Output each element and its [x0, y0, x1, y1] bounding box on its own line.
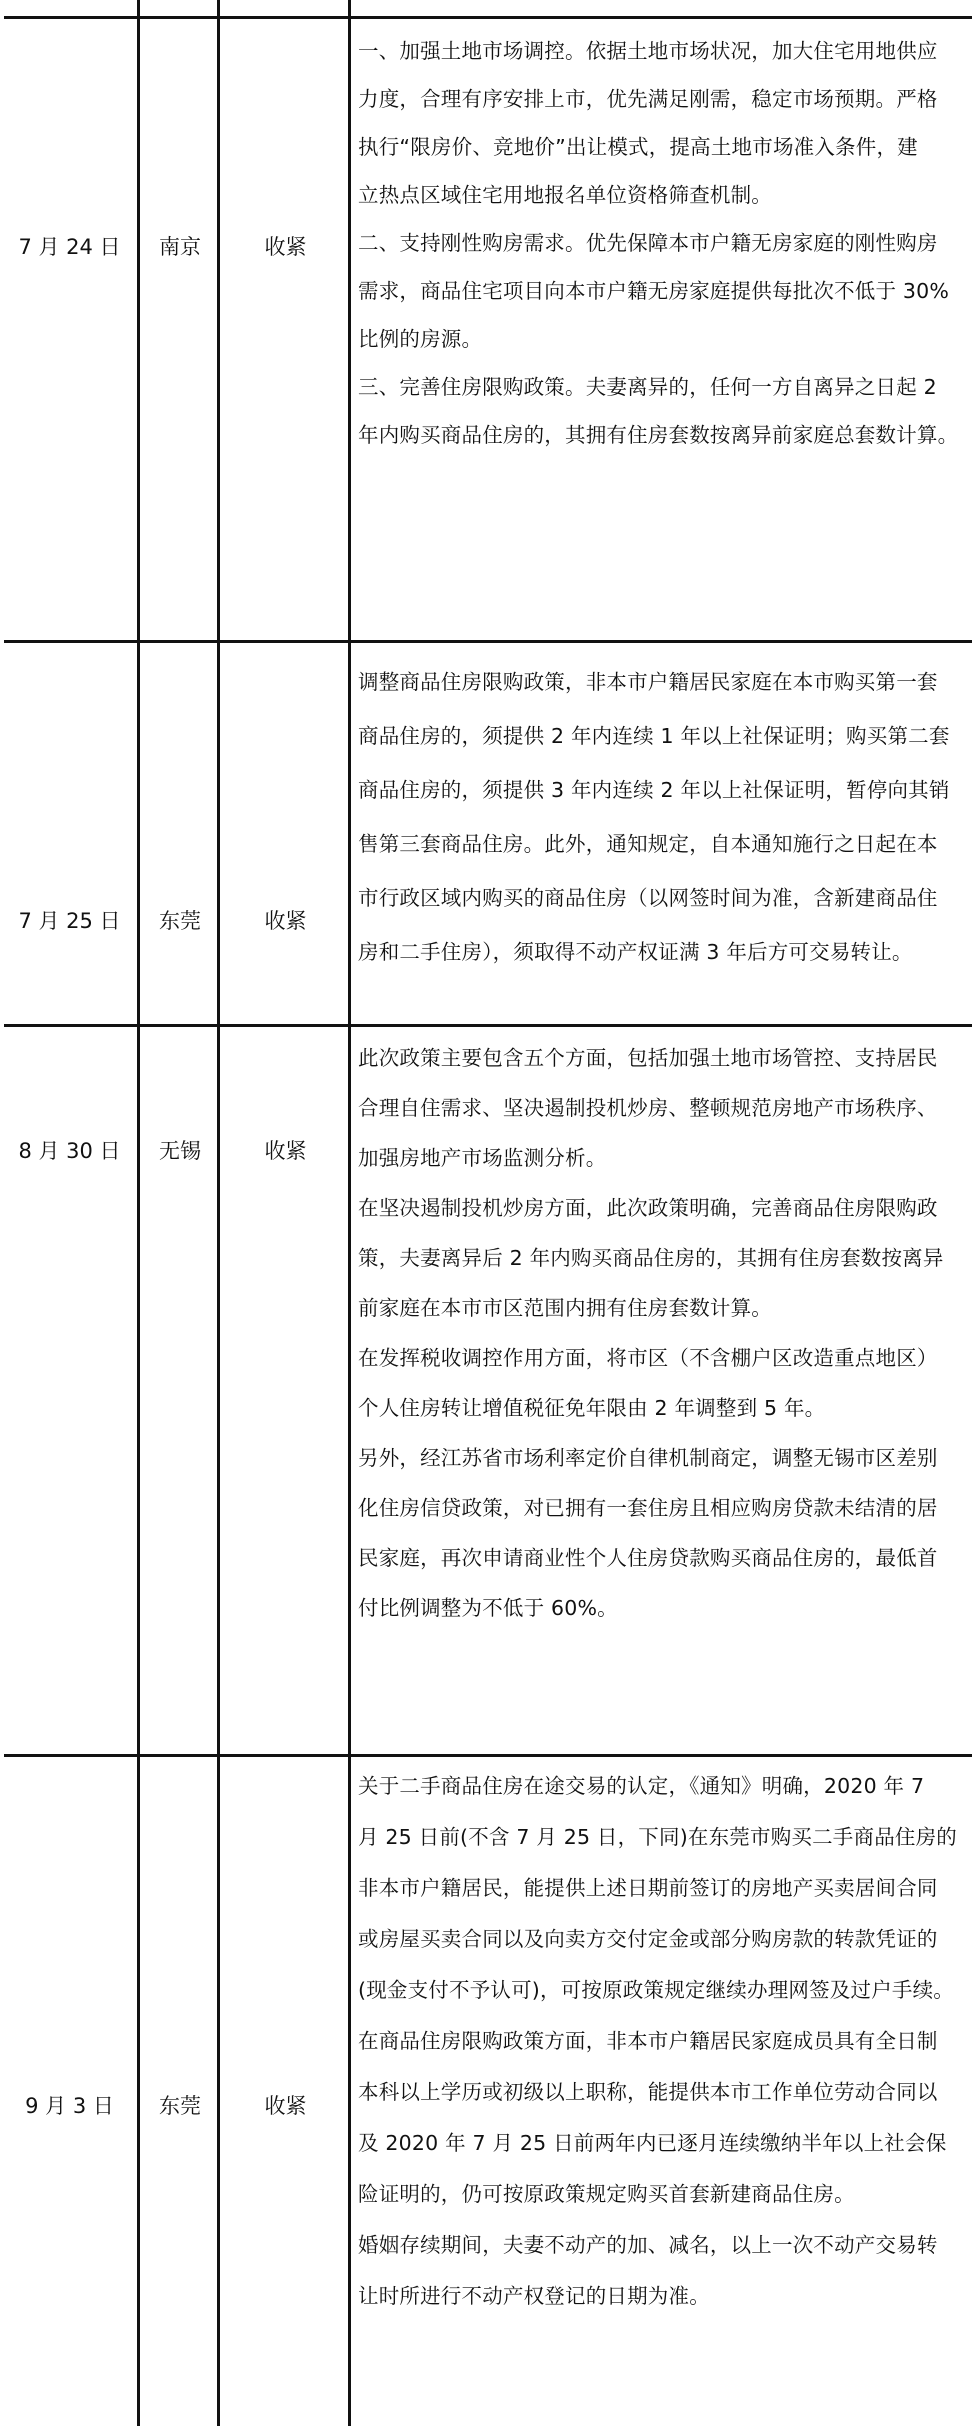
policy-text-line: 力度，合理有序安排上市，优先满足刚需，稳定市场预期。严格 [358, 87, 938, 111]
policy-text-line: 化住房信贷政策，对已拥有一套住房且相应购房贷款未结清的居 [358, 1496, 938, 1520]
table-row [0, 643, 972, 1024]
date-cell: 9 月 3 日 [25, 2094, 114, 2118]
policy-text-line: 二、支持刚性购房需求。优先保障本市户籍无房家庭的刚性购房 [358, 231, 938, 255]
policy-text-line: 前家庭在本市市区范围内拥有住房套数计算。 [358, 1296, 772, 1320]
policy-text-line: 婚姻存续期间，夫妻不动产的加、减名，以上一次不动产交易转 [358, 2233, 938, 2257]
policy-text-line: 执行“限房价、竞地价”出让模式，提高土地市场准入条件，建 [358, 135, 918, 159]
policy-text-line: 或房屋买卖合同以及向卖方交付定金或部分购房款的转款凭证的 [358, 1927, 938, 1951]
policy-text-line: 调整商品住房限购政策，非本市户籍居民家庭在本市购买第一套 [358, 670, 938, 694]
city-cell: 东莞 [159, 2094, 201, 2118]
table-row [0, 1757, 972, 2426]
policy-text-line: 商品住房的，须提供 3 年内连续 2 年以上社保证明，暂停向其销 [358, 778, 950, 802]
policy-text-line: 市行政区域内购买的商品住房（以网签时间为准，含新建商品住 [358, 886, 938, 910]
policy-text-line: 险证明的，仍可按原政策规定购买首套新建商品住房。 [358, 2182, 855, 2206]
policy-text-line: 三、完善住房限购政策。夫妻离异的，任何一方自离异之日起 2 [358, 375, 937, 399]
city-cell: 无锡 [159, 1139, 201, 1163]
direction-cell: 收紧 [264, 2094, 307, 2118]
city-cell: 东莞 [159, 909, 201, 933]
policy-text-line: 在商品住房限购政策方面，非本市户籍居民家庭成员具有全日制 [358, 2029, 938, 2053]
policy-text-line: 本科以上学历或初级以上职称，能提供本市工作单位劳动合同以 [358, 2080, 938, 2104]
policy-text-line: 此次政策主要包含五个方面，包括加强土地市场管控、支持居民 [358, 1046, 938, 1070]
policy-text-line: 比例的房源。 [358, 327, 483, 351]
policy-text-line: 另外，经江苏省市场利率定价自律机制商定，调整无锡市区差别 [358, 1446, 938, 1470]
policy-text-line: 需求，商品住宅项目向本市户籍无房家庭提供每批次不低于 30% [358, 279, 950, 303]
policy-text-line: 加强房地产市场监测分析。 [358, 1146, 607, 1170]
policy-text-line: 让时所进行不动产权登记的日期为准。 [358, 2284, 710, 2308]
date-cell: 7 月 25 日 [18, 909, 121, 933]
table-row [0, 19, 972, 640]
city-cell: 南京 [159, 235, 201, 259]
policy-content-cell [358, 27, 968, 459]
policy-text-line: 年内购买商品住房的，其拥有住房套数按离异前家庭总套数计算。 [358, 423, 959, 447]
policy-content-cell [358, 655, 968, 979]
policy-content-cell [358, 1761, 968, 2322]
date-cell: 7 月 24 日 [18, 235, 121, 259]
policy-text-line: 付比例调整为不低于 60%。 [358, 1596, 618, 1620]
policy-text-line: 个人住房转让增值税征免年限由 2 年调整到 5 年。 [358, 1396, 826, 1420]
direction-cell: 收紧 [264, 1139, 307, 1163]
policy-text-line: 非本市户籍居民，能提供上述日期前签订的房地产买卖居间合同 [358, 1876, 938, 1900]
policy-text-line: 立热点区域住宅用地报名单位资格筛查机制。 [358, 183, 772, 207]
policy-content-cell [358, 1033, 968, 1633]
policy-text-line: 合理自住需求、坚决遏制投机炒房、整顿规范房地产市场秩序、 [358, 1096, 938, 1120]
policy-text-line: 售第三套商品住房。此外，通知规定，自本通知施行之日起在本 [358, 832, 938, 856]
policy-text-line: 及 2020 年 7 月 25 日前两年内已逐月连续缴纳半年以上社会保 [358, 2131, 947, 2155]
table-row [0, 1027, 972, 1754]
policy-text-line: 月 25 日前(不含 7 月 25 日，下同)在东莞市购买二手商品住房的 [358, 1825, 958, 1849]
policy-text-line: 商品住房的，须提供 2 年内连续 1 年以上社保证明；购买第二套 [358, 724, 950, 748]
policy-text-line: 一、加强土地市场调控。依据土地市场状况，加大住宅用地供应 [358, 39, 938, 63]
direction-cell: 收紧 [264, 909, 307, 933]
direction-cell: 收紧 [264, 235, 307, 259]
policy-text-line: 房和二手住房），须取得不动产权证满 3 年后方可交易转让。 [358, 940, 913, 964]
policy-text-line: (现金支付不予认可)，可按原政策规定继续办理网签及过户手续。 [358, 1978, 954, 2002]
date-cell: 8 月 30 日 [18, 1139, 121, 1163]
policy-text-line: 关于二手商品住房在途交易的认定，《通知》明确，2020 年 7 [358, 1774, 925, 1798]
policy-text-line: 民家庭，再次申请商业性个人住房贷款购买商品住房的，最低首 [358, 1546, 938, 1570]
policy-text-line: 在坚决遏制投机炒房方面，此次政策明确，完善商品住房限购政 [358, 1196, 938, 1220]
policy-text-line: 策，夫妻离异后 2 年内购买商品住房的，其拥有住房套数按离异 [358, 1246, 944, 1270]
policy-text-line: 在发挥税收调控作用方面，将市区（不含棚户区改造重点地区） [358, 1346, 938, 1370]
